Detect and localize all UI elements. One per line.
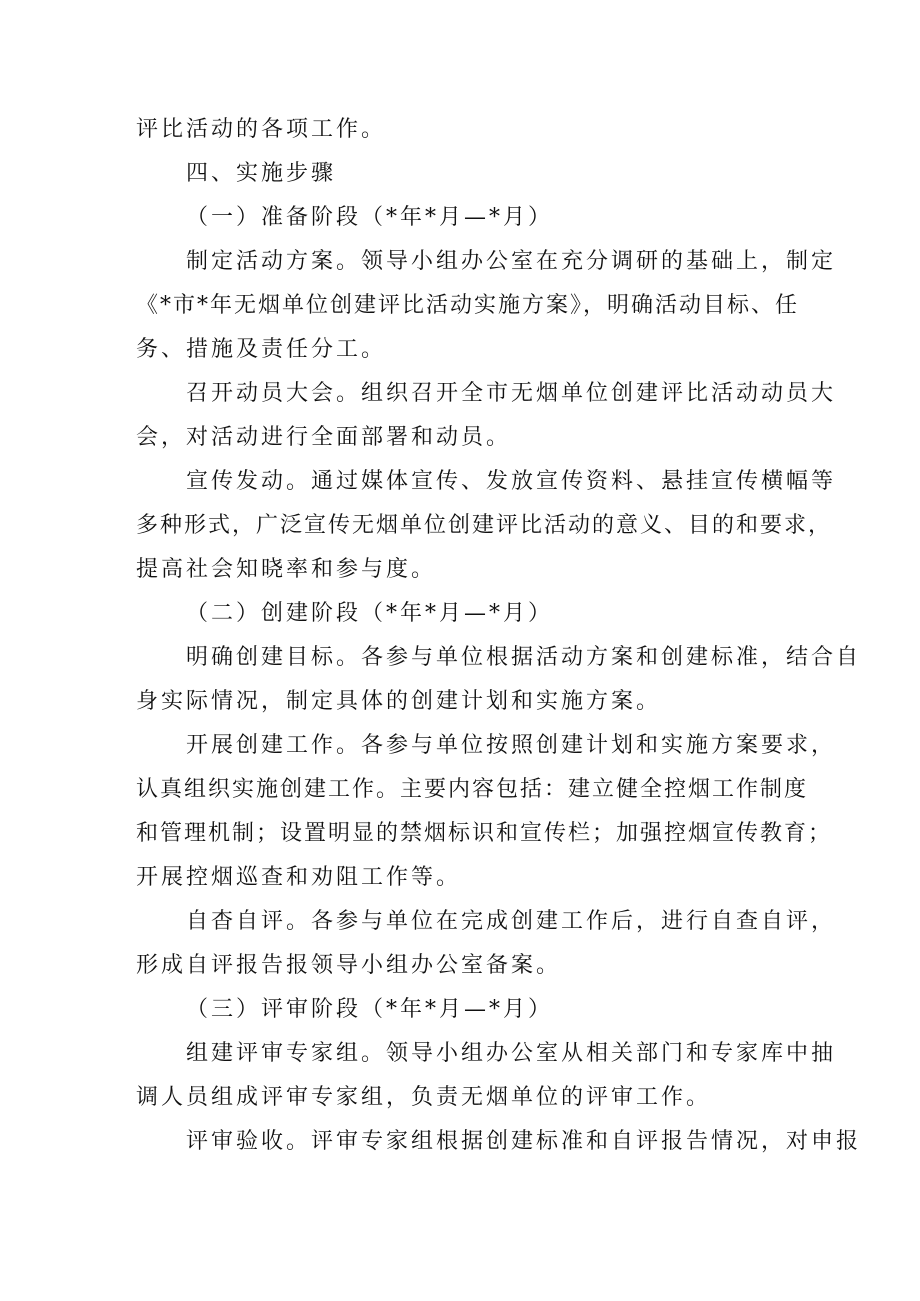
- paragraph-line: 自杳自评。各参与单位在完成创建工作后，进行自查自评，: [186, 909, 837, 934]
- paragraph-line: 《*市*年无烟单位创建评比活动实施方案》，明确活动目标、任: [136, 293, 800, 318]
- paragraph-line: 调人员组成评审专家组，负责无烟单位的评审工作。: [136, 1085, 712, 1110]
- paragraph-line: 开展控烟巡查和劝阻工作等。: [136, 865, 462, 890]
- subsection-heading: （二）创建阶段（*年*月—*月）: [186, 601, 554, 626]
- paragraph-line: 形成自评报告报领导小组办公室备案。: [136, 953, 562, 978]
- paragraph-line: 明确创建目标。各参与单位根据活动方案和创建标准，结合自: [186, 645, 862, 670]
- paragraph-line: 会，对活动进行全面部署和动员。: [136, 425, 512, 450]
- paragraph-line: 评比活动的各项工作。: [136, 117, 387, 142]
- paragraph-line: 召开动员大会。组织召开全市无烟单位创建评比活动动员大: [186, 381, 837, 406]
- section-heading: 四、实施步骤: [186, 161, 337, 186]
- paragraph-line: 开展创建工作。各参与单位按照创建计划和实施方案要求，: [186, 733, 837, 758]
- paragraph-line: 制定活动方案。领导小组办公室在充分调研的基础上，制定: [186, 249, 837, 274]
- paragraph-line: 认真组织实施创建工作。主要内容包括：建立健全控烟工作制度: [136, 777, 809, 802]
- paragraph-line: 务、措施及责任分工。: [136, 337, 387, 362]
- paragraph-line: 多种形式，广泛宣传无烟单位创建评比活动的意义、目的和要求，: [136, 513, 833, 538]
- paragraph-line: 宣传发动。通过媒体宣传、发放宣传资料、悬挂宣传横幅等: [186, 469, 837, 494]
- paragraph-line: 身实际情况，制定具体的创建计划和实施方案。: [136, 689, 662, 714]
- paragraph-line: 组建评审专家组。领导小组办公室从相关部门和专家库中抽: [186, 1041, 837, 1066]
- subsection-heading: （一）准备阶段（*年*月—*月）: [186, 205, 554, 230]
- subsection-heading: （三）评审阶段（*年*月—*月）: [186, 997, 554, 1022]
- paragraph-line: 提高社会知晓率和参与度。: [136, 557, 437, 582]
- paragraph-line: 评审验收。评审专家组根据创建标准和自评报告情况，对申报: [186, 1129, 862, 1154]
- paragraph-line: 和管理机制；设置明显的禁烟标识和宣传栏；加强控烟宣传教育；: [136, 821, 833, 846]
